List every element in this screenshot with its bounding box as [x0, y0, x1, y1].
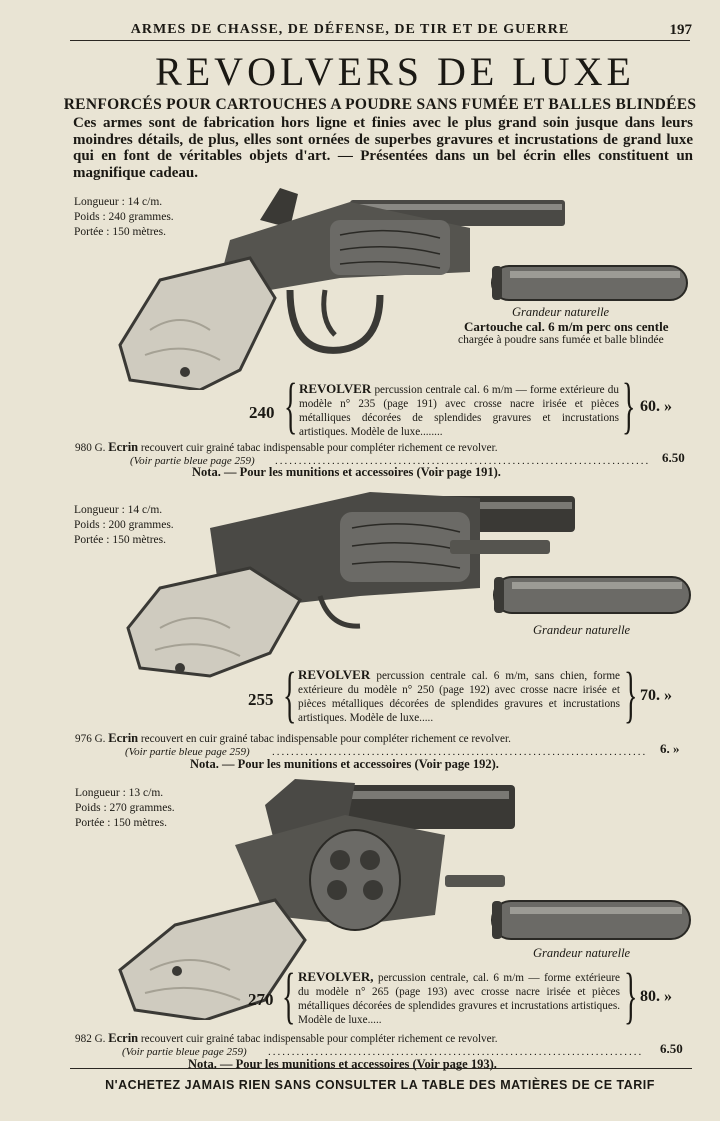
- product-label: REVOLVER: [298, 667, 371, 682]
- cartridge-title: Cartouche cal. 6 m/m perc ons centle: [464, 319, 669, 334]
- brace-left: {: [282, 962, 296, 1030]
- spec-range: Portée : 150 mètres.: [74, 226, 166, 238]
- ecrin-line: [75, 1031, 498, 1046]
- spec-range: Portée : 150 mètres.: [75, 817, 167, 829]
- product-label: REVOLVER: [299, 381, 372, 396]
- header-rule: [70, 40, 690, 41]
- spec-range: Portée : 150 mètres.: [74, 534, 166, 546]
- nota-line: Nota. — Pour les munitions et accessoires (Voir page 193).: [188, 1057, 497, 1071]
- spec-weight: Poids : 270 grammes.: [75, 802, 175, 814]
- dot-leader: ...............................................................................: [272, 746, 648, 758]
- product-price: 60. »: [640, 398, 672, 415]
- brace-right: }: [624, 661, 638, 729]
- brace-left: {: [284, 372, 298, 440]
- page-subtitle: RENFORCÉS POUR CARTOUCHES A POUDRE SANS FUMÉE ET BALLES BLINDÉES: [63, 96, 697, 113]
- nota-line: Nota. — Pour les munitions et accessoires (Voir page 192).: [190, 757, 499, 771]
- ecrin-label: Ecrin: [108, 731, 139, 745]
- cartridge-subtitle: chargée à poudre sans fumée et balle blindée: [458, 334, 664, 346]
- ecrin-price: 6. »: [660, 741, 680, 756]
- product-label: REVOLVER,: [298, 969, 374, 984]
- nota-line: Nota. — Pour les munitions et accessoires (Voir page 191).: [192, 465, 501, 479]
- page-title: REVOLVERS DE LUXE: [155, 49, 635, 94]
- product-description: [299, 382, 619, 439]
- brace-right: }: [624, 962, 638, 1030]
- ecrin-price: 6.50: [662, 450, 685, 465]
- product-description: [298, 970, 620, 1027]
- spec-weight: Poids : 200 grammes.: [74, 519, 174, 531]
- ecrin-ref: 980 G.: [75, 442, 106, 454]
- product-price: 80. »: [640, 988, 672, 1005]
- ecrin-text: recouvert en cuir grainé tabac indispensable pour compléter richement ce revolver.: [140, 733, 511, 745]
- ecrin-label: Ecrin: [108, 1031, 139, 1045]
- footer-notice: N'ACHETEZ JAMAIS RIEN SANS CONSULTER LA TABLE DES MATIÈRES DE CE TARIF: [105, 1078, 655, 1092]
- ecrin-price: 6.50: [660, 1041, 683, 1056]
- product-number: 270: [248, 990, 274, 1009]
- caption-actual-size: Grandeur naturelle: [533, 946, 631, 960]
- cartridge-illustration: [490, 262, 695, 304]
- intro-paragraph: Ces armes sont de fabrication hors ligne et finies avec le plus grand soin jusque dans leurs moindres détails, de plus, elles sont ornées de superbes gravures et incrustations de grand luxe qui en font de véritables objets d'art. — Présentées dans un bel écrin elles constituent un magnifique cadeau.: [73, 115, 693, 181]
- product-number: 240: [249, 403, 275, 422]
- spec-weight: Poids : 240 grammes.: [74, 211, 174, 223]
- dot-leader: ...............................................................................: [275, 455, 651, 467]
- running-title: ARMES DE CHASSE, DE DÉFENSE, DE TIR ET DE GUERRE: [130, 22, 570, 37]
- caption-actual-size: Grandeur naturelle: [533, 623, 631, 637]
- brace-left: {: [283, 661, 297, 729]
- description-text: percussion centrale cal. 6 m/m, sans chien, forme extérieure du modèle n° 250 (page 192) avec crosse nacre irisée et pièces métalliques décorées de splendides gravures et incrustations artistiques. Modèle de luxe.....: [298, 670, 621, 724]
- description-text: percussion centrale, cal. 6 m/m — forme extérieure du modèle n° 265 (page 193) avec crosse nacre irisée et pièces métalliques décorées de splendides gravures et incrustations artistiques. Modèle de luxe.....: [298, 972, 621, 1026]
- ecrin-line: [75, 440, 498, 455]
- ecrin-text: recouvert cuir grainé tabac indispensable pour compléter richement ce revolver.: [140, 442, 498, 454]
- dot-leader: ...............................................................................: [268, 1046, 644, 1058]
- caption-actual-size: Grandeur naturelle: [512, 305, 610, 319]
- spec-length: Longueur : 13 c/m.: [75, 787, 164, 799]
- page-number: 197: [669, 22, 692, 38]
- product-number: 255: [248, 690, 274, 709]
- ecrin-line: [75, 731, 511, 746]
- cartridge-illustration: [492, 573, 697, 617]
- ecrin-ref: 982 G.: [75, 1033, 106, 1045]
- ecrin-note: (Voir partie bleue page 259): [125, 746, 250, 758]
- cartridge-illustration: [490, 897, 695, 943]
- product-price: 70. »: [640, 687, 672, 704]
- ecrin-ref: 976 G.: [75, 733, 106, 745]
- footer-rule: [70, 1068, 692, 1069]
- description-text: percussion centrale cal. 6 m/m — forme extérieure du modèle n° 235 (page 191) avec crosse nacre irisée et pièces métalliques décorées de splendides gravures et incrustations artistiques. Modèle de luxe........: [299, 384, 619, 438]
- ecrin-note: (Voir partie bleue page 259): [122, 1046, 247, 1058]
- ecrin-text: recouvert cuir grainé tabac indispensable pour compléter richement ce revolver.: [140, 1033, 498, 1045]
- spec-length: Longueur : 14 c/m.: [74, 504, 163, 516]
- spec-length: Longueur : 14 c/m.: [74, 196, 163, 208]
- ecrin-note: (Voir partie bleue page 259): [130, 455, 255, 467]
- ecrin-label: Ecrin: [108, 440, 139, 454]
- brace-right: }: [622, 372, 636, 440]
- product-description: [298, 668, 620, 725]
